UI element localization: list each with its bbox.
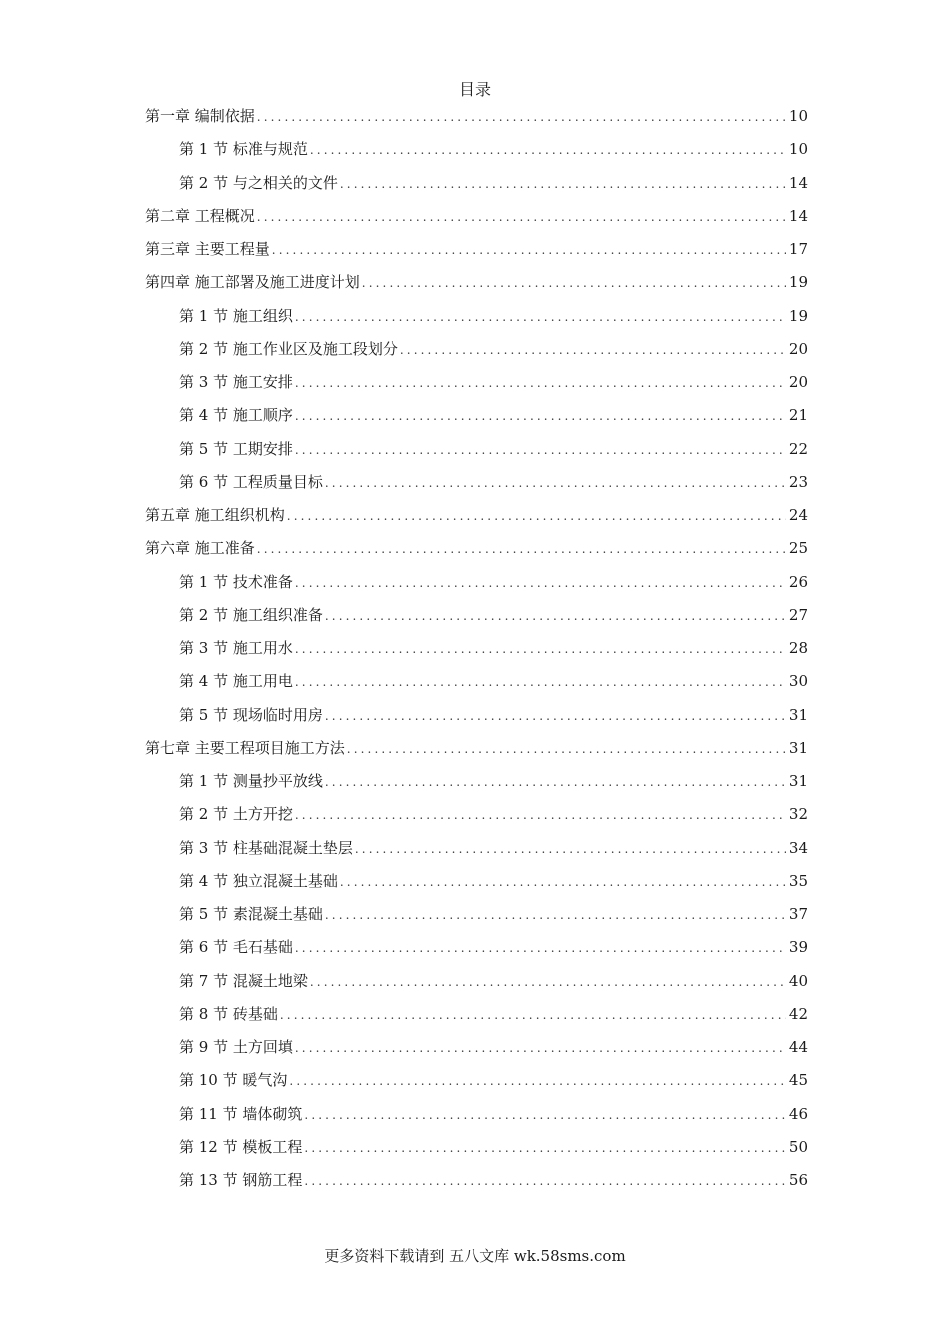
toc-dot-leader [295,666,786,699]
toc-dot-leader [289,1065,786,1098]
toc-entry-label: 第 3 节 施工用水 [179,639,293,657]
toc-entry-label: 第 5 节 素混凝土基础 [179,905,323,923]
toc-section-entry[interactable] [145,167,808,200]
toc-dot-leader [400,334,786,367]
toc-entry-label: 第四章 施工部署及施工进度计划 [145,273,360,292]
toc-dot-leader [304,1099,786,1132]
toc-page-number: 35 [788,871,808,890]
toc-page-number: 25 [788,539,808,558]
toc-dot-leader [355,833,786,866]
toc-chapter-entry[interactable] [145,200,808,233]
toc-page-number: 32 [788,805,808,824]
toc-section-entry[interactable] [145,399,808,432]
toc-entry-label: 第 8 节 砖基础 [179,1004,278,1023]
toc-chapter-entry[interactable] [145,233,808,266]
toc-dot-leader [347,733,786,766]
toc-section-entry[interactable] [145,1064,808,1097]
toc-page-number: 37 [788,905,808,923]
toc-dot-leader [325,766,786,799]
toc-dot-leader [362,267,786,300]
toc-dot-leader [280,999,786,1032]
toc-page-number: 17 [788,240,808,258]
toc-entry-label: 第 13 节 钢筋工程 [179,1171,303,1189]
toc-section-entry[interactable] [145,765,808,798]
toc-page-number: 45 [788,1071,808,1090]
toc-section-entry[interactable] [145,1164,808,1197]
toc-section-entry[interactable] [145,865,808,898]
toc-section-entry[interactable] [145,832,808,865]
toc-page-number: 26 [788,572,808,591]
toc-page-number: 19 [788,273,808,292]
toc-entry-label: 第 2 节 施工组织准备 [179,605,323,624]
toc-section-entry[interactable] [145,931,808,964]
toc-section-entry[interactable] [145,699,808,732]
toc-page-number: 21 [788,406,808,425]
toc-section-entry[interactable] [145,665,808,698]
toc-section-entry[interactable] [145,632,808,665]
toc-section-entry[interactable] [145,466,808,499]
toc-page-number: 31 [788,738,808,757]
toc-page-number: 19 [788,306,808,325]
toc-dot-leader [257,101,786,134]
toc-chapter-entry[interactable] [145,100,808,133]
toc-entry-label: 第 2 节 与之相关的文件 [179,173,338,192]
toc-entry-label: 第 6 节 毛石基础 [179,938,293,957]
toc-entry-label: 第 5 节 现场临时用房 [179,705,323,724]
toc-section-entry[interactable] [145,133,808,166]
toc-entry-label: 第 3 节 施工安排 [179,373,293,391]
toc-entry-label: 第六章 施工准备 [145,539,255,558]
toc-dot-leader [325,600,786,633]
toc-page-number: 23 [788,472,808,491]
toc-dot-leader [295,400,786,433]
toc-entry-label: 第 10 节 暖气沟 [179,1071,288,1090]
toc-section-entry[interactable] [145,1098,808,1131]
toc-section-entry[interactable] [145,333,808,366]
toc-entry-label: 第 7 节 混凝土地梁 [179,971,308,990]
toc-section-entry[interactable] [145,599,808,632]
toc-page-number: 20 [788,373,808,391]
toc-page-number: 28 [788,639,808,657]
toc-chapter-entry[interactable] [145,532,808,565]
toc-page-number: 14 [788,173,808,192]
toc-entry-label: 第 1 节 测量抄平放线 [179,772,323,790]
toc-page-number: 50 [788,1137,808,1156]
toc-section-entry[interactable] [145,898,808,931]
toc-entry-label: 第三章 主要工程量 [145,240,270,258]
toc-entry-label: 第 4 节 施工顺序 [179,406,293,425]
toc-dot-leader [325,700,786,733]
toc-page-number: 34 [788,838,808,857]
toc-entry-label: 第五章 施工组织机构 [145,506,285,524]
toc-dot-leader [340,866,786,899]
toc-entry-label: 第七章 主要工程项目施工方法 [145,738,345,757]
toc-dot-leader [272,234,786,267]
toc-section-entry[interactable] [145,433,808,466]
toc-dot-leader [295,1032,786,1065]
toc-dot-leader [310,966,786,999]
toc-page-number: 27 [788,605,808,624]
toc-page-number: 10 [788,107,808,125]
toc-entry-label: 第 11 节 墙体砌筑 [179,1104,303,1123]
toc-dot-leader [304,1165,786,1198]
toc-dot-leader [304,1132,786,1165]
toc-entry-label: 第 1 节 施工组织 [179,306,293,325]
toc-page-number: 22 [788,439,808,458]
toc-section-entry[interactable] [145,566,808,599]
toc-entry-label: 第 2 节 土方开挖 [179,805,293,824]
toc-page-number: 40 [788,971,808,990]
toc-section-entry[interactable] [145,798,808,831]
toc-chapter-entry[interactable] [145,266,808,299]
toc-page-number: 39 [788,938,808,957]
toc-page-number: 44 [788,1038,808,1056]
toc-entry-label: 第 6 节 工程质量目标 [179,472,323,491]
toc-entry-label: 第 12 节 模板工程 [179,1137,303,1156]
table-of-contents [145,100,808,1197]
page-title: 目录 [458,80,491,99]
toc-dot-leader [295,367,786,400]
toc-page-number: 56 [788,1171,808,1189]
toc-section-entry[interactable] [145,1131,808,1164]
toc-section-entry[interactable] [145,300,808,333]
footer-note: 更多资料下载请到 五八文库 wk.58sms.com [324,1247,626,1265]
toc-dot-leader [295,567,786,600]
toc-entry-label: 第 1 节 标准与规范 [179,140,308,159]
toc-entry-label: 第二章 工程概况 [145,206,255,225]
toc-page-number: 20 [788,339,808,358]
toc-dot-leader [310,134,786,167]
toc-entry-label: 第 9 节 土方回填 [179,1038,293,1056]
toc-entry-label: 第一章 编制依据 [145,107,255,125]
toc-dot-leader [295,301,786,334]
toc-dot-leader [257,201,786,234]
toc-section-entry[interactable] [145,998,808,1031]
toc-dot-leader [325,467,786,500]
toc-entry-label: 第 4 节 施工用电 [179,672,293,691]
toc-dot-leader [257,533,786,566]
toc-page-number: 24 [788,506,808,524]
toc-page-number: 31 [788,772,808,790]
toc-dot-leader [287,500,786,533]
toc-entry-label: 第 2 节 施工作业区及施工段划分 [179,339,398,358]
toc-dot-leader [295,434,786,467]
toc-page-number: 30 [788,672,808,691]
toc-dot-leader [340,168,786,201]
toc-entry-label: 第 5 节 工期安排 [179,439,293,458]
toc-entry-label: 第 4 节 独立混凝土基础 [179,871,338,890]
toc-dot-leader [295,932,786,965]
toc-section-entry[interactable] [145,1031,808,1064]
toc-page-number: 31 [788,705,808,724]
toc-page-number: 42 [788,1004,808,1023]
toc-dot-leader [325,899,786,932]
toc-section-entry[interactable] [145,965,808,998]
toc-dot-leader [295,799,786,832]
toc-page-number: 14 [788,206,808,225]
toc-entry-label: 第 3 节 柱基础混凝土垫层 [179,838,353,857]
toc-chapter-entry[interactable] [145,499,808,532]
toc-section-entry[interactable] [145,366,808,399]
toc-entry-label: 第 1 节 技术准备 [179,572,293,591]
toc-dot-leader [295,633,786,666]
toc-page-number: 46 [788,1104,808,1123]
toc-page-number: 10 [788,140,808,159]
toc-chapter-entry[interactable] [145,732,808,765]
